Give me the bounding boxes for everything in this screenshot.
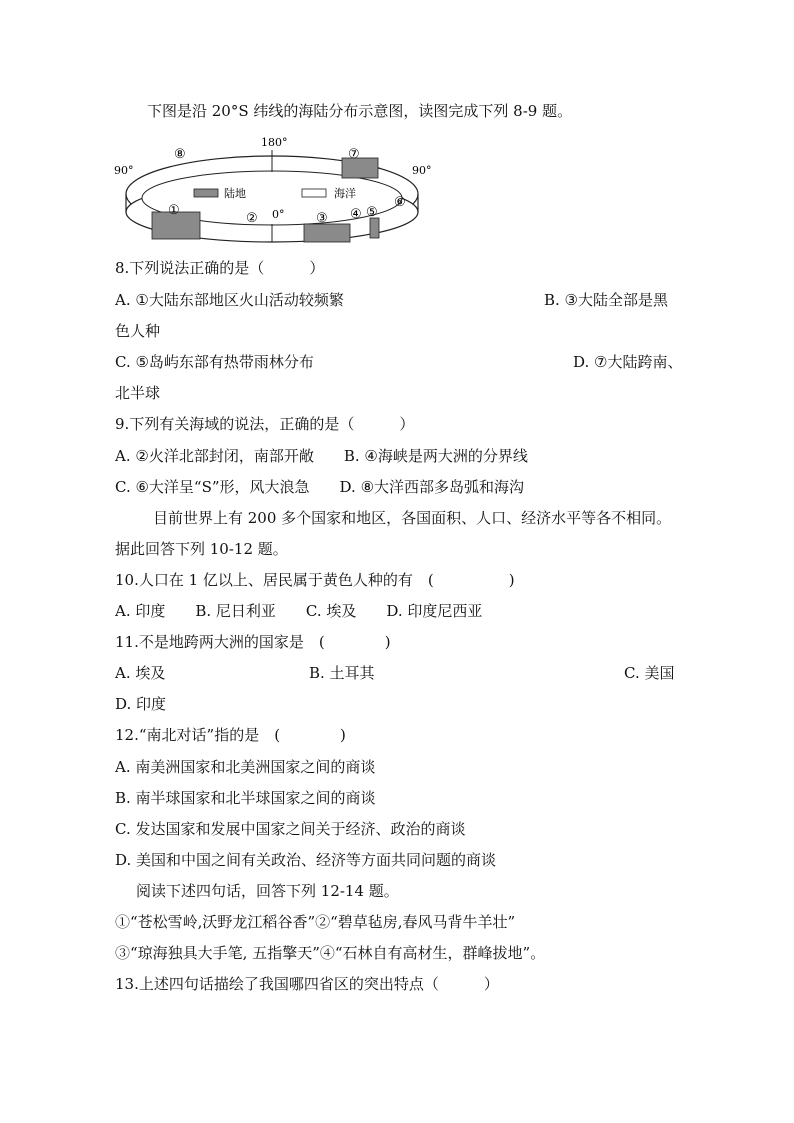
label-90-right: 90°: [412, 164, 432, 177]
label-180: 180°: [261, 136, 288, 149]
q12-option-c: C. 发达国家和发展中国家之间关于经济、政治的商谈: [115, 820, 466, 838]
q8-option-c: C. ⑤岛屿东部有热带雨林分布: [115, 353, 314, 371]
intro-text-12-14: 阅读下述四句话，回答下列 12-14 题。: [136, 882, 399, 900]
intro-text-8-9: 下图是沿 20°S 纬线的海陆分布示意图，读图完成下列 8-9 题。: [147, 102, 573, 120]
q11-option-b: B. 土耳其: [309, 664, 375, 682]
label-90-left: 90°: [114, 164, 134, 177]
q8-option-a: A. ①大陆东部地区火山活动较频繁: [115, 291, 344, 309]
quote-line-2: ③“琼海独具大手笔, 五指擎天”④“石林自有高材生，群峰拔地”。: [115, 944, 546, 962]
land-block-3: [304, 224, 350, 242]
num-6: ⑥: [394, 195, 406, 210]
q9-options-ab: A. ②火洋北部封闭，南部开敞 B. ④海峡是两大洲的分界线: [115, 447, 528, 465]
q8-option-b-cont: 色人种: [115, 322, 161, 340]
num-8: ⑧: [174, 147, 186, 162]
q8-option-d-cont: 北半球: [115, 384, 161, 402]
q11-option-d: D. 印度: [115, 695, 167, 713]
latitude-20s-map-figure: [112, 132, 442, 250]
q9-options-cd: C. ⑥大洋呈“S”形，风大浪急 D. ⑧大洋西部多岛弧和海沟: [115, 478, 525, 496]
q11-stem: 11.不是地跨两大洲的国家是 ( ): [115, 633, 391, 651]
legend-ocean-swatch: [302, 189, 326, 197]
q12-option-d: D. 美国和中国之间有关政治、经济等方面共同问题的商谈: [115, 851, 497, 869]
q10-options: A. 印度 B. 尼日利亚 C. 埃及 D. 印度尼西亚: [115, 602, 483, 620]
legend-land-label: 陆地: [224, 187, 246, 200]
q13-stem: 13.上述四句话描绘了我国哪四省区的突出特点（ ）: [115, 975, 499, 993]
q8-option-d: D. ⑦大陆跨南、: [573, 353, 683, 371]
legend-ocean-label: 海洋: [334, 187, 356, 200]
num-3: ③: [316, 211, 328, 226]
legend-land-swatch: [194, 189, 218, 197]
q9-stem: 9.下列有关海域的说法，正确的是（ ）: [115, 415, 415, 433]
q8-option-b: B. ③大陆全部是黑: [544, 291, 669, 309]
label-0: 0°: [272, 208, 285, 221]
q8-stem: 8.下列说法正确的是（ ）: [115, 259, 325, 277]
q12-option-b: B. 南半球国家和北半球国家之间的商谈: [115, 789, 376, 807]
q10-stem: 10.人口在 1 亿以上、居民属于黄色人种的有 ( ): [115, 571, 515, 589]
num-1: ①: [168, 203, 180, 218]
land-block-5: [370, 218, 379, 238]
q11-option-c: C. 美国: [624, 664, 675, 682]
q12-stem: 12.“南北对话”指的是 ( ): [115, 726, 346, 744]
quote-line-1: ①“苍松雪岭,沃野龙江稻谷香”②“碧草毡房,春风马背牛羊壮”: [115, 913, 516, 931]
intro-text-10-12: 目前世界上有 200 多个国家和地区，各国面积、人口、经济水平等各不相同。: [153, 509, 672, 527]
num-7: ⑦: [348, 147, 360, 162]
intro-text-10-12-cont: 据此回答下列 10-12 题。: [115, 540, 288, 558]
q11-option-a: A. 埃及: [115, 664, 166, 682]
num-5: ⑤: [366, 205, 378, 220]
num-2: ②: [246, 211, 258, 226]
q12-option-a: A. 南美洲国家和北美洲国家之间的商谈: [115, 758, 376, 776]
num-4: ④: [350, 207, 362, 222]
